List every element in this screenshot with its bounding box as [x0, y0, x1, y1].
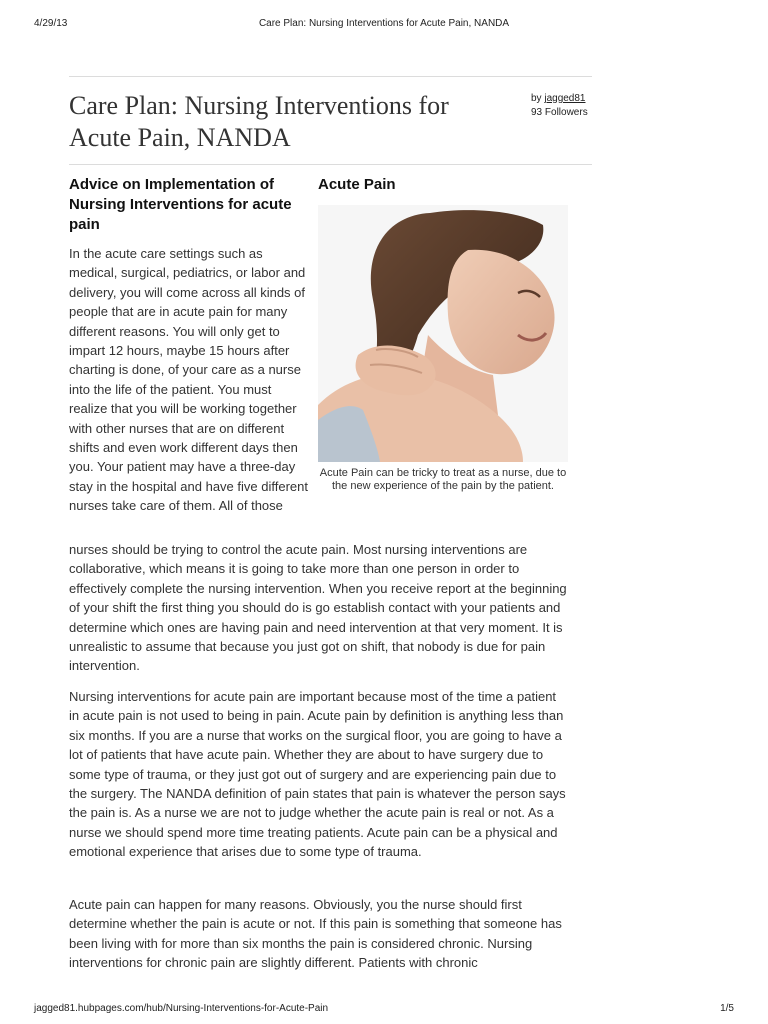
print-url: jagged81.hubpages.com/hub/Nursing-Interventions-for-Acute-Pain [34, 1003, 329, 1014]
page-number: 1/5 [720, 1003, 734, 1014]
woman-neck-pain-photo [318, 205, 568, 462]
paragraph-3: Acute pain can happen for many reasons. Obviously, you the nurse should first determine whether the pain is acute or not. If this pain is something that someone has been living with for more than six months the pain is considered chronic. Nursing interventions for chronic pain are slightly different. Patients with chronic [69, 897, 562, 971]
paragraph-1-continued: nurses should be trying to control the acute pain. Most nursing interventions are collaborative, which means it is going to take more than one person in order to effectively complete the nursing intervention. When you receive report at the beginning of your shift the first thing you should do is go establish contact with your patients and determine which ones are having pain and need intervention at that very moment. It is unrealistic to assume that because you just got on shift, that nobody is due for pain intervention. [69, 542, 567, 674]
paragraph-2: Nursing interventions for acute pain are important because most of the time a patient in acute pain is not used to being in pain. Acute pain by definition is anything less than six months. If you are a nurse that works on the surgical floor, you are going to have a lot of patients that have acute pain. Whether they are about to have surgery due to some type of trauma, or they just got out of surgery and are experiencing pain due to the surgery. The NANDA definition of pain states that pain is whatever the person says the pain is. As a nurse we are not to judge whether the acute pain is real or not. As a nurse we should spend more time treating patients. Acute pain can be a physical and emotional experience that arises due to some type of trauma. [69, 689, 566, 860]
image-capsule-heading: Acute Pain [318, 176, 396, 193]
title-divider [69, 164, 592, 165]
follower-count: 93 Followers [531, 107, 588, 118]
print-date: 4/29/13 [34, 18, 68, 29]
author-block [531, 92, 588, 120]
article-title: Care Plan: Nursing Interventions for Acute Pain, NANDA [69, 91, 449, 152]
print-page-title: Care Plan: Nursing Interventions for Acute Pain, NANDA [258, 18, 510, 29]
author-link[interactable]: jagged81 [544, 93, 586, 104]
author-prefix: by [531, 93, 542, 104]
article-subheading: Advice on Implementation of Nursing Interventions for acute pain [69, 176, 292, 233]
top-divider [69, 76, 592, 77]
image-caption: Acute Pain can be tricky to treat as a nurse, due to the new experience of the pain by the patient. [319, 467, 567, 492]
paragraph-1-intro: In the acute care settings such as medical, surgical, pediatrics, or labor and delivery, you will come across all kinds of people that are in acute pain for many different reasons. You will only get to impart 12 hours, maybe 15 hours after charting is done, of your care as a nurse into the life of the patient. You must realize that you will be working together with other nurses that are on different shifts and even work different days then you. Your patient may have a three-day stay in the hospital and have five different nurses take care of them. All of those [69, 246, 308, 514]
